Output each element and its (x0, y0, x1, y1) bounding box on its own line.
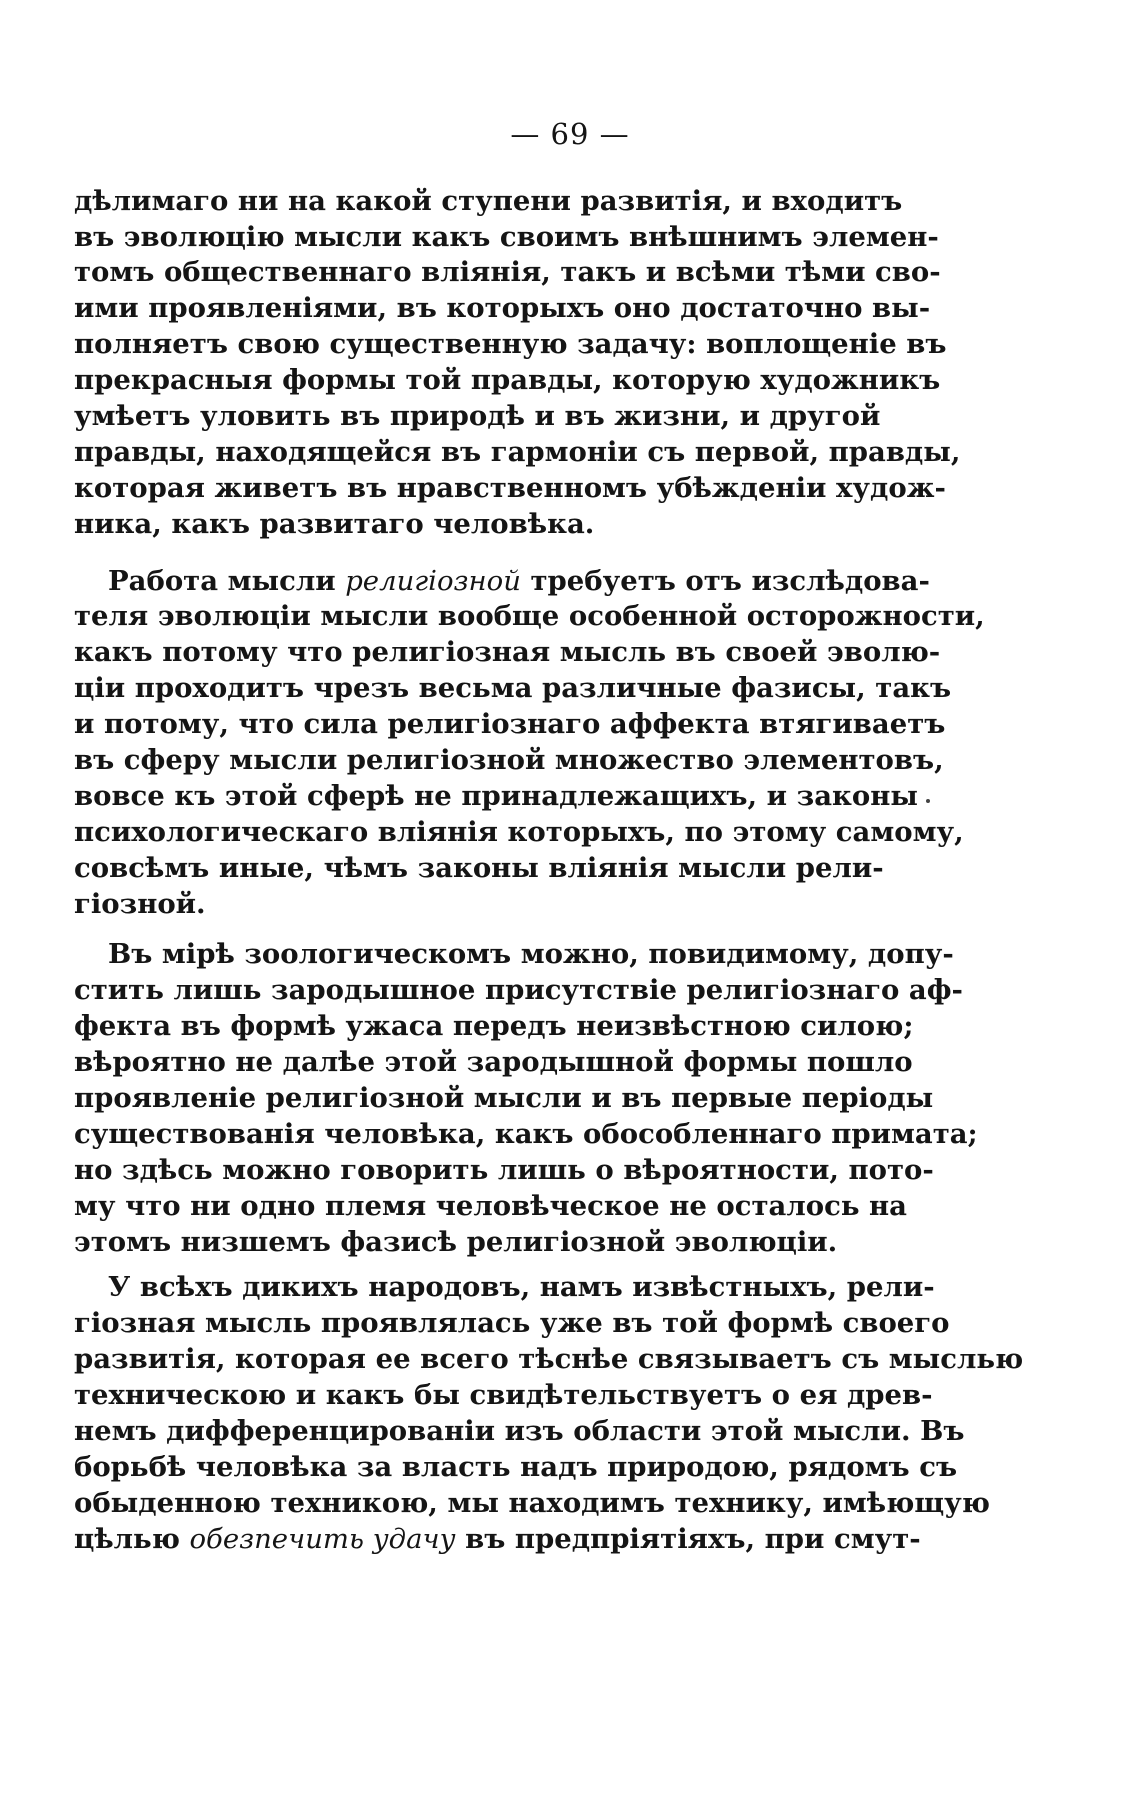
text-run: цѣлью (74, 1523, 190, 1555)
text-line (74, 1521, 921, 1557)
page-number: — 69 — (510, 117, 630, 151)
text-line: и потому, что сила религіознаго аффекта втягиваетъ (74, 708, 946, 740)
text-line: борьбѣ человѣка за власть надъ природою, рядомъ съ (74, 1451, 958, 1483)
text-line: ника, какъ развитаго человѣка. (74, 508, 595, 540)
text-line: этомъ низшемъ фазисѣ религіозной эволюціи. (74, 1226, 838, 1258)
text-line: му что ни одно племя человѣческое не осталось на (74, 1190, 908, 1222)
text-line: фекта въ формѣ ужаса передъ неизвѣстною силою; (74, 1010, 914, 1042)
text-run: Работа мысли (108, 565, 346, 597)
text-line: какъ потому что религіозная мысль въ своей эволю- (74, 636, 941, 668)
text-line: немъ дифференцированіи изъ области этой мысли. Въ (74, 1415, 965, 1447)
text-line: психологическаго вліянія которыхъ, по этому самому, (74, 816, 964, 848)
text-run: требуетъ отъ изслѣдова- (520, 565, 930, 597)
text-line: обыденною техникою, мы находимъ технику, имѣющую (74, 1487, 990, 1519)
ink-speck (926, 799, 930, 803)
text-line (108, 563, 930, 599)
text-line: въ сферу мысли религіозной множество элементовъ, (74, 744, 944, 776)
text-line: проявленіе религіозной мысли и въ первые періоды (74, 1082, 934, 1114)
text-line: вовсе къ этой сферѣ не принадлежащихъ, и законы (74, 780, 918, 812)
text-line: въ эволюцію мысли какъ своимъ внѣшнимъ элемен- (74, 221, 939, 253)
text-line: ціи проходитъ чрезъ весьма различные фазисы, такъ (74, 672, 952, 704)
text-line: совсѣмъ иные, чѣмъ законы вліянія мысли рели- (74, 852, 884, 884)
text-line: развитія, которая ее всего тѣснѣе связываетъ съ мыслью (74, 1343, 1024, 1375)
text-line: полняетъ свою существенную задачу: воплощеніе въ (74, 328, 947, 360)
text-line: ими проявленіями, въ которыхъ оно достаточно вы- (74, 292, 931, 324)
italic-emphasis: религіозной (345, 565, 521, 597)
text-line: томъ общественнаго вліянія, такъ и всѣми тѣми сво- (74, 256, 941, 288)
text-line: умѣетъ уловить въ природѣ и въ жизни, и другой (74, 400, 881, 432)
text-line: стить лишь зародышное присутствіе религіознаго аф- (74, 974, 963, 1006)
text-line: теля эволюціи мысли вообще особенной осторожности, (74, 600, 985, 632)
text-line: но здѣсь можно говорить лишь о вѣроятности, пото- (74, 1154, 934, 1186)
text-line: правды, находящейся въ гармоніи съ первой, правды, (74, 436, 961, 468)
text-line: вѣроятно не далѣе этой зародышной формы пошло (74, 1046, 913, 1078)
text-line: дѣлимаго ни на какой ступени развитія, и входитъ (74, 185, 903, 217)
text-line: гіозная мысль проявлялась уже въ той формѣ своего (74, 1307, 950, 1339)
text-line: существованія человѣка, какъ обособленнаго примата; (74, 1118, 978, 1150)
text-line: Въ мірѣ зоологическомъ можно, повидимому, допу- (108, 938, 954, 970)
italic-emphasis: обезпечить удачу (189, 1523, 456, 1555)
text-line: техническою и какъ бы свидѣтельствуетъ о ея древ- (74, 1379, 933, 1411)
text-line: У всѣхъ дикихъ народовъ, намъ извѣстныхъ, рели- (108, 1271, 935, 1303)
text-line: гіозной. (74, 888, 206, 920)
text-run: въ предпріятіяхъ, при смут- (455, 1523, 921, 1555)
text-line: которая живетъ въ нравственномъ убѣжденіи худож- (74, 472, 946, 504)
text-line: прекрасныя формы той правды, которую художникъ (74, 364, 941, 396)
